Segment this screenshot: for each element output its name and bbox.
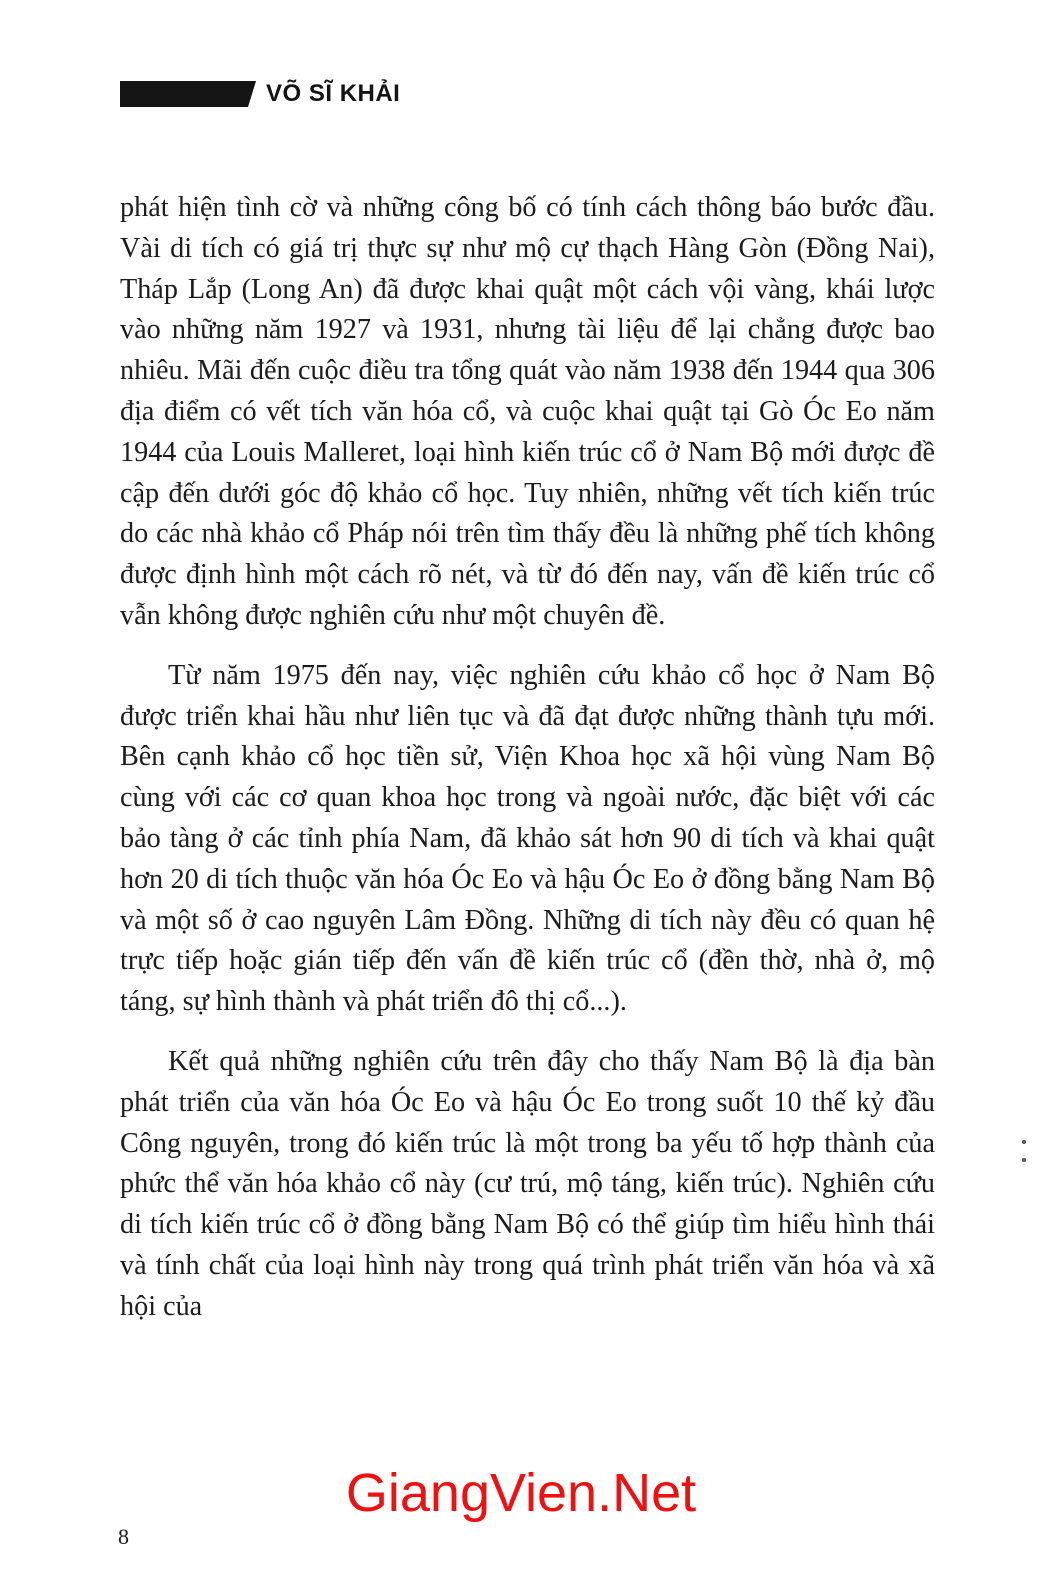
- header-black-bar: [120, 81, 248, 107]
- page-number: 8: [118, 1524, 129, 1549]
- header-bar-tip: [248, 81, 256, 107]
- header-author-title: VÕ SĨ KHẢI: [266, 80, 401, 107]
- running-header: [120, 80, 400, 108]
- paragraph-1: phát hiện tình cờ và những công bố có tính cách thông báo bước đầu. Vài di tích có giá trị thực sự như mộ cự thạch Hàng Gòn (Đồng Nai), Tháp Lắp (Long An) đã được khai quật một cách vội vàng, khái lược vào những năm 1927 và 1931, nhưng tài liệu để lại chẳng được bao nhiêu. Mãi đến cuộc điều tra tổng quát vào năm 1938 đến 1944 qua 306 địa điểm có vết tích văn hóa cổ, và cuộc khai quật tại Gò Óc Eo năm 1944 của Louis Malleret, loại hình kiến trúc cổ ở Nam Bộ mới được đề cập đến dưới góc độ khảo cổ học. Tuy nhiên, những vết tích kiến trúc do các nhà khảo cổ Pháp nói trên tìm thấy đều là những phế tích không được định hình một cách rõ nét, và từ đó đến nay, vấn đề kiến trúc cổ vẫn không được nghiên cứu như một chuyên đề.: [120, 192, 935, 631]
- paragraph-2: Từ năm 1975 đến nay, việc nghiên cứu khảo cổ học ở Nam Bộ được triển khai hầu như liên tục và đã đạt được những thành tựu mới. Bên cạnh khảo cổ học tiền sử, Viện Khoa học xã hội vùng Nam Bộ cùng với các cơ quan khoa học trong và ngoài nước, đặc biệt với các bảo tàng ở các tỉnh phía Nam, đã khảo sát hơn 90 di tích và khai quật hơn 20 di tích thuộc văn hóa Óc Eo và hậu Óc Eo ở đồng bằng Nam Bộ và một số ở cao nguyên Lâm Đồng. Những di tích này đều có quan hệ trực tiếp hoặc gián tiếp đến vấn đề kiến trúc cổ (đền thờ, nhà ở, mộ táng, sự hình thành và phát triển đô thị cổ...).: [120, 659, 935, 1018]
- body-text: [120, 188, 935, 1328]
- paragraph-3: Kết quả những nghiên cứu trên đây cho thấy Nam Bộ là địa bàn phát triển của văn hóa Óc Eo và hậu Óc Eo trong suốt 10 thế kỷ đầu Công nguyên, trong đó kiến trúc là một trong ba yếu tố hợp thành của phức thể văn hóa khảo cổ này (cư trú, mộ táng, kiến trúc). Nghiên cứu di tích kiến trúc cổ ở đồng bằng Nam Bộ có thể giúp tìm hiểu hình thái và tính chất của loại hình này trong quá trình phát triển văn hóa và xã hội của: [120, 1045, 935, 1322]
- scan-speck: [1022, 1140, 1026, 1144]
- watermark-text: GiangVien.Net: [345, 1463, 697, 1523]
- scan-speck: [1022, 1158, 1026, 1162]
